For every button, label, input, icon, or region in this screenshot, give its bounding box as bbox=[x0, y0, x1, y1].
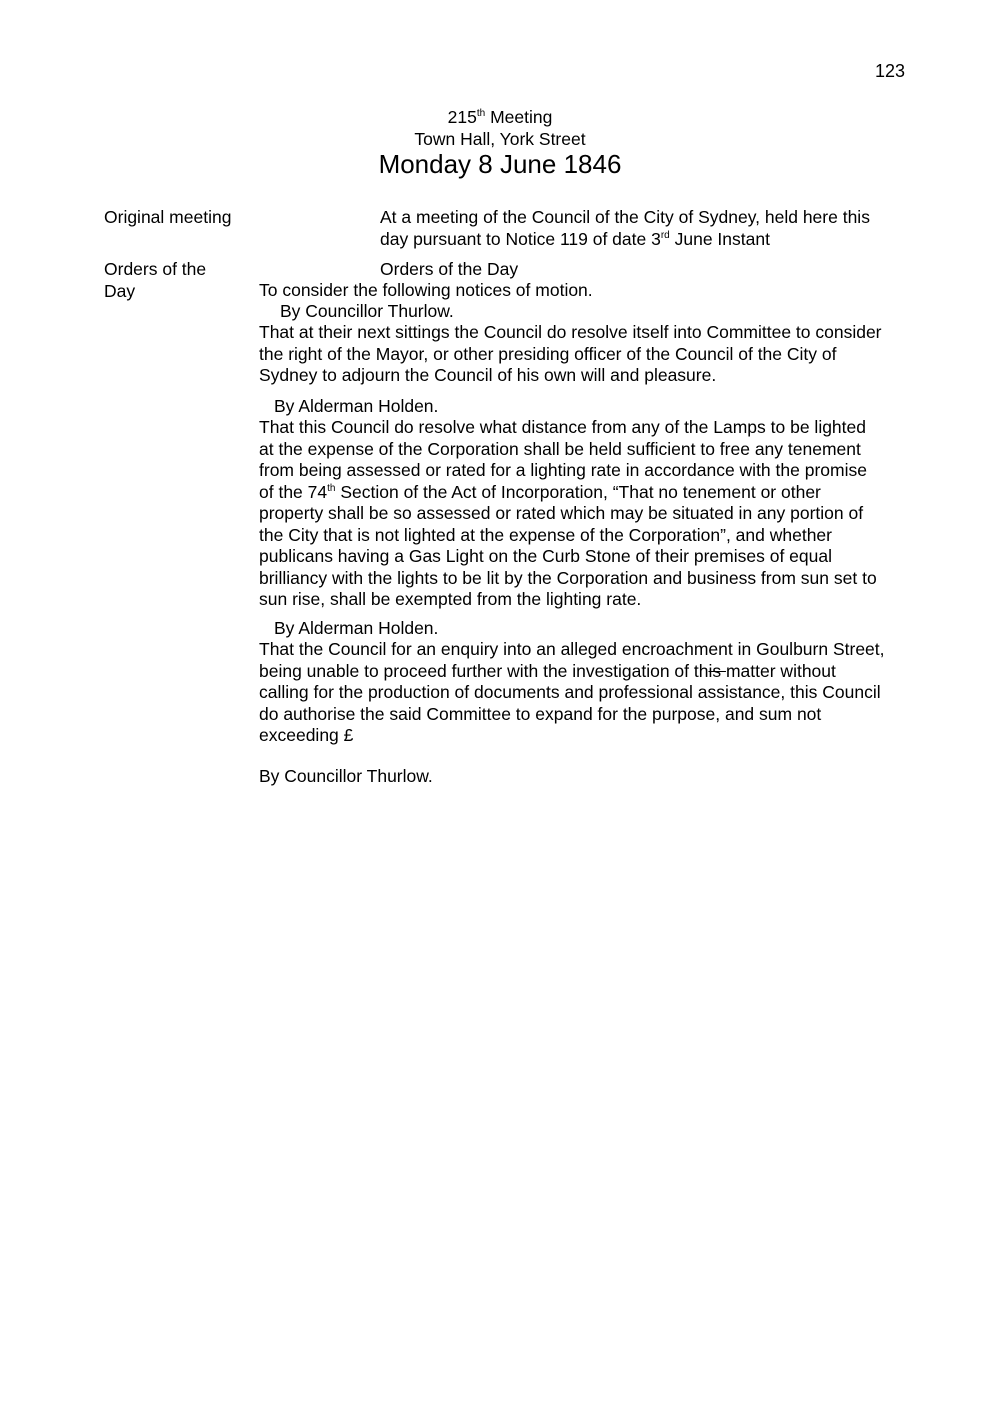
struck-text: is bbox=[708, 660, 726, 681]
page-number: 123 bbox=[874, 61, 905, 81]
motion-1-text: That at their next sittings the Council do resolve itself into Committee to consider the right of the Mayor, or other presiding officer of the Council of the City of Sydney to adjourn the Council of his own will and pleasure. bbox=[259, 322, 882, 385]
motion-4-by: By Councillor Thurlow. bbox=[259, 766, 433, 786]
margin-label-orders: Orders of the Day bbox=[104, 259, 207, 301]
motion-2-by: By Alderman Holden. bbox=[274, 396, 439, 416]
original-meeting-text: At a meeting of the Council of the City of Sydney, held here this day pursuant to Notice 119 of date 3rd June Instant bbox=[380, 207, 870, 249]
meeting-date: Monday 8 June 1846 bbox=[378, 149, 622, 179]
motion-1-by: By Councillor Thurlow. bbox=[280, 301, 454, 321]
motion-3-text: That the Council for an enquiry into an alleged encroachment in Goulburn Street, being unable to proceed further with the investigation of this matter without calling for the production of documents and professional assistance, this Council do authorise the said Committee to expand for the purpose, and sum not exceeding £ bbox=[259, 639, 885, 745]
margin-label-original-meeting: Original meeting bbox=[104, 207, 232, 227]
meeting-venue: Town Hall, York Street bbox=[414, 128, 586, 149]
orders-intro: To consider the following notices of motion. bbox=[259, 280, 593, 300]
meeting-number: 215th Meeting bbox=[447, 107, 553, 127]
orders-heading: Orders of the Day bbox=[380, 259, 519, 279]
motion-2-text: That this Council do resolve what distance from any of the Lamps to be lighted at the expense of the Corporation shall be held sufficient to free any tenement from being assessed or rated for a lighting rate in accordance with the promise of the 74th Section of the Act of Incorporation, “That no tenement or other property shall be so assessed or rated which may be situated in any portion of the City that is not lighted at the expense of the Corporation”, and whether publicans having a Gas Light on the Curb Stone of their premises of equal brilliancy with the lights to be lit by the Corporation and business from sun set to sun rise, shall be exempted from the lighting rate. bbox=[259, 417, 877, 609]
motion-3-by: By Alderman Holden. bbox=[274, 618, 439, 638]
meeting-header bbox=[0, 107, 1000, 150]
